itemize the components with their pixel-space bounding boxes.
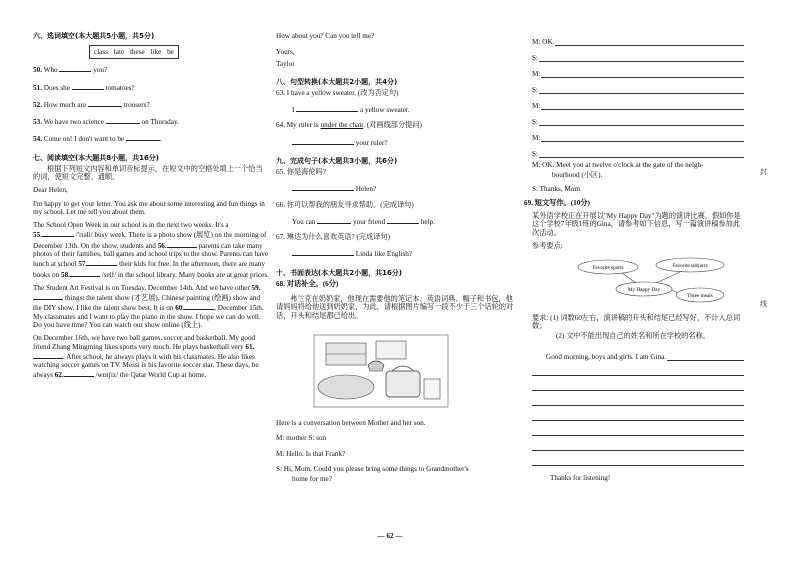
dlg-m-label-1: M: (532, 69, 541, 78)
q69-end-text: Thanks for listening! (550, 474, 611, 483)
q52-num: 52. (33, 100, 42, 109)
q51-blank[interactable] (72, 82, 104, 90)
q69-requirement-2: (2) 文中不能出现自己的姓名和所在学校的名称。 (556, 332, 710, 341)
q62-num: 62. (54, 371, 64, 380)
letter-paragraph-1: I'm happy to get your letter. You ask me about some interesting and fun things in my school. Let me tell you about them. (33, 199, 265, 216)
q60-blank[interactable] (184, 302, 214, 310)
q59-blank[interactable] (33, 292, 63, 300)
section-6-title: 六、选词填空(本大题共5小题，共5分) (33, 32, 155, 40)
q54-a: Come on! I don't want to be (43, 135, 125, 144)
q66-blank-2[interactable] (387, 216, 419, 224)
q57-blank[interactable] (87, 258, 117, 266)
q64-blank[interactable] (292, 137, 354, 145)
q50-blank[interactable] (59, 64, 91, 72)
section-8-title: 八、句型转换(本大题共2小题，共4分) (276, 77, 398, 86)
q52-blank[interactable] (88, 99, 122, 107)
writing-line-0[interactable] (667, 353, 744, 361)
page-number: — 62 — (377, 532, 403, 540)
column-left (33, 32, 269, 385)
q59-num: 59. (251, 283, 261, 292)
q65-prompt: 65. 你是海伦吗? (276, 168, 326, 177)
dlg-line-2[interactable] (539, 54, 744, 62)
conversation-intro: Here is a conversation between Mother and her son. (276, 419, 426, 428)
q65-b: Helen? (355, 185, 377, 194)
p2-text-c: parents can take many photos of their families, ball games and school trips to the show. Parents can have lunch at school (33, 241, 269, 269)
dialogue-m1: M: Hello. Is that Frank? (276, 449, 346, 458)
q54-num: 54. (33, 135, 42, 144)
p2-text-a: The School Open Week in our school is in the next two weeks. It's a (33, 221, 229, 230)
dlg-m-label-3: M: (532, 133, 541, 142)
letter-paragraph-2 (33, 221, 269, 279)
q55-num: 55. (33, 231, 42, 240)
dialogue-s1: S: Hi, Mom. Could you please bring some things to Grandmother's (276, 465, 469, 474)
p4-text-c: /wɒtʃɪz/ the Qatar World Cup at home. (95, 371, 207, 380)
q53-num: 53. (33, 118, 42, 127)
q58-num: 58. (60, 270, 70, 279)
p3-text-c: , December 15th. My classmates and I want to play the piano in the show. I hope we can do well. Do you have time? You can watch our show online (线上). (33, 304, 264, 329)
q51-a: Does she (43, 83, 70, 92)
dlg-line-8[interactable] (539, 150, 744, 158)
q51-num: 51. (33, 83, 42, 92)
section-7-title: 七、阅读填空(本大题共8小题，共16分) (33, 153, 160, 162)
q50-b: you? (93, 66, 108, 75)
writing-line-2[interactable] (532, 376, 744, 391)
p3-text-a: The Student Art Festival is on Tuesday, December 14th. And we have other (33, 283, 250, 292)
letter-closing: Yours, (276, 48, 295, 57)
q56-num: 56. (157, 241, 167, 250)
q66-b: your friend (353, 217, 386, 226)
q58-blank[interactable] (70, 269, 100, 277)
q53-a: We have two science (43, 118, 104, 127)
q50-a: Who (43, 66, 58, 75)
q69-reference-label: 参考要点: (532, 241, 563, 250)
writing-line-4[interactable] (532, 406, 744, 421)
q51-b: tomatoes? (105, 83, 135, 92)
q67-blank[interactable] (292, 248, 354, 256)
q64-b: . (对画线部分提问) (363, 121, 422, 130)
letter-paragraph-5: How about you? Can you tell me? (276, 32, 375, 40)
writing-line-5[interactable] (532, 421, 744, 436)
q63-b: a yellow sweater. (360, 106, 410, 115)
q53-b: on Thursday. (141, 118, 179, 127)
mind-node-meals: Three meals (687, 293, 713, 300)
q63-a: I (292, 106, 295, 115)
section-10-title: 十、书面表达(本大题共2小题，共16分) (276, 268, 403, 277)
q57-num: 57. (78, 260, 88, 269)
q60-num: 60. (175, 304, 185, 313)
word-box: class late these like be (89, 45, 179, 59)
q68-description: 弗兰克在奶奶家，他现在需要他的笔记本、英语词典、帽子和书包，他请妈妈将给他送到奶奶家，为此，请根据图片编写一段不少于三个话轮的对话，开头和结尾都已给出。 (276, 295, 514, 320)
q54-b: . (159, 135, 162, 144)
dlg-line-3[interactable] (541, 70, 744, 78)
dialogue-m-end: M: OK. Meet you at twelve o'clock at the gate of the neigh- (532, 161, 704, 169)
roles-legend: M: mother S: son (276, 434, 327, 443)
q61-blank[interactable] (33, 351, 63, 359)
dlg-line-4[interactable] (539, 86, 744, 94)
binding-mark-1: 封 (760, 168, 767, 176)
q65-blank[interactable] (292, 183, 354, 191)
mind-node-sports: Favorite sports (592, 265, 624, 272)
q54-blank[interactable] (126, 133, 162, 144)
dialogue-s-end: S: Thanks, Mom. (532, 184, 582, 193)
dlg-s-label-3: S: (532, 117, 538, 126)
q66-prompt: 66. 你可以帮我的朋友寻求帮助。(完成译句) (276, 200, 414, 209)
p4-text-b: . After school, he always plays it with his classmates. He also likes watching soccer games on TV. Messi is his favorite soccer star. These days, he always (33, 352, 259, 380)
dialogue-m-end-cont: bourhood (小区). (552, 171, 603, 180)
p3-text-b: things: the talent show (才艺展), Chinese painting (绘画) show and the DIY show. I like the talent show best. It is on (33, 294, 261, 313)
letter-paragraph-4 (33, 334, 269, 379)
q56-blank[interactable] (167, 240, 197, 248)
mind-node-center: My Happy Day (627, 287, 661, 294)
dlg-line-7[interactable] (541, 134, 744, 142)
q68-prompt: 68. 对话补全。(6分) (276, 279, 339, 288)
dlg-line-6[interactable] (539, 118, 744, 126)
writing-line-1[interactable] (532, 361, 744, 376)
q66-a: You can (292, 217, 316, 226)
q69-heading: 69. 短文写作。(10分) (524, 198, 590, 207)
reading-instructions: 根据下列短文内容和单词音标提示，在短文中的空格处填上一个恰当的词，使短文完整、通顺。 (33, 164, 263, 182)
q55-blank[interactable] (42, 229, 74, 237)
letter-signature: Taylor (276, 59, 295, 68)
dialogue-s1-cont: home for me? (292, 475, 332, 484)
q66-c: help. (420, 217, 435, 226)
binding-mark-2: 线 (760, 300, 767, 308)
q67-prompt: 67. 琳达为什么喜欢英语? (完成译句) (276, 233, 390, 242)
column-middle (276, 32, 518, 489)
mind-node-subjects: Favorite subjects (672, 263, 708, 270)
section-9-title: 九、完成句子(本大题共3小题，共6分) (276, 157, 398, 166)
letter-greeting: Dear Helen, (33, 186, 68, 195)
q53-blank[interactable] (106, 116, 140, 124)
dlg-line-5[interactable] (541, 102, 744, 110)
room-items-illustration (306, 329, 456, 411)
dlg-line-1[interactable] (555, 38, 744, 46)
p2-text-b: /'rɪəli/ busy week. There is a photo show (展览) on the morning of December 13th. On the show, students and (33, 231, 267, 250)
writing-line-6[interactable] (532, 436, 744, 451)
q69-description: 某外语学校正在开展以"My Happy Day"为题的演讲比赛。假如你是这个学校7年级1班的Gina，请参考如下信息，写一篇演讲稿参加此次活动。 (532, 212, 741, 237)
dlg-s-label-1: S: (532, 53, 538, 62)
q63-prompt: 63. I have a yellow sweater. (改为否定句) (276, 88, 399, 97)
letter-paragraph-3 (33, 284, 269, 329)
q64-underlined: under the chair (320, 121, 364, 130)
q62-blank[interactable] (64, 369, 94, 377)
q64-c: your ruler? (355, 138, 388, 147)
q52-b: trousers? (123, 100, 150, 109)
q69-requirement-1: 要求: (1) 词数60左右，演讲稿的开头和结尾已经写好，不计入总词数； (532, 313, 741, 330)
q69-start-text: Good morning, boys and girls. I am Gina. (546, 353, 667, 362)
p2-text-e: /self/ in the school library. Many books are at great prices. (101, 270, 269, 279)
dlg-m-label-2: M: (532, 101, 541, 110)
p4-text-a: On December 16th, we have two ball games, soccer and basketball. My good friend Zhang Mingming likes sports very much. He plays basketball very (33, 334, 256, 351)
q52-a: How much are (43, 100, 87, 109)
q67-b: Linda like English? (355, 250, 413, 259)
q61-num: 61. (245, 342, 255, 351)
q66-blank-1[interactable] (317, 216, 351, 224)
column-right (524, 30, 744, 483)
p2-text-d: their kids for free. In the afternoon, there are many books on (33, 260, 265, 279)
dlg-s-label-2: S: (532, 85, 538, 94)
dlg-s-label-4: S: (532, 149, 538, 158)
writing-line-7[interactable] (532, 451, 744, 466)
dlg-m-ok: M: OK. (532, 37, 555, 46)
writing-line-3[interactable] (532, 391, 744, 406)
q64-a: 64. My ruler is (276, 121, 319, 130)
mind-map (572, 257, 732, 307)
q63-blank[interactable] (296, 104, 358, 112)
q50-num: 50. (33, 66, 42, 75)
